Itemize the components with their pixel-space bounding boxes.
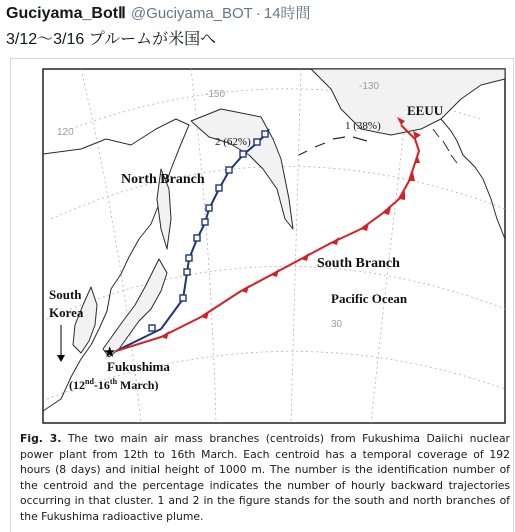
- lon-label-130: -130: [359, 81, 380, 92]
- pacific-ocean-label: Pacific Ocean: [331, 291, 408, 306]
- separator-dot: ·: [255, 5, 261, 22]
- figure-caption: [20, 431, 510, 524]
- centroid-1-label: 1 (38%): [345, 120, 381, 132]
- lon-label-120: 120: [57, 127, 74, 138]
- lat-label-30: 30: [331, 319, 343, 330]
- display-name[interactable]: Guciyama_BotⅡ: [6, 5, 126, 22]
- south-branch-label: South Branch: [317, 256, 400, 271]
- north-branch-label: North Branch: [121, 172, 205, 187]
- tweet-header: [6, 2, 311, 24]
- eeuu-label: EEUU: [407, 103, 444, 118]
- fukushima-label: Fukushima: [107, 359, 170, 374]
- south-korea-label-line1: South: [49, 287, 82, 302]
- centroid-2-label: 2 (62%): [215, 136, 251, 148]
- lon-label-150: -150: [205, 89, 226, 100]
- caption-label: Fig. 3.: [20, 432, 62, 445]
- user-handle[interactable]: @Guciyama_BOT: [130, 5, 253, 22]
- caption-text: The two main air mass branches (centroids) from Fukushima Daiichi nuclear power plant from 12th to 16th March. Each centroid has a temporal coverage of 192 hours (8 days) and initial height of 1000 m. The number is the identification number of the centroid and the percentage indicates the number of hourly backward trajectories occurring in that cluster. 1 and 2 in the figure stands for the south and north branches of the Fukushima radioactive plume.: [20, 432, 510, 523]
- tweet-media-image[interactable]: [10, 58, 514, 532]
- south-korea-label-line2: Korea: [49, 305, 84, 320]
- tweet-timestamp[interactable]: 14時間: [263, 5, 311, 22]
- date-range-label: (12nd-16th March): [69, 377, 159, 392]
- tweet-text: 3/12～3/16 プルームが米国へ: [6, 31, 217, 48]
- fukushima-star-icon: ★: [103, 343, 117, 361]
